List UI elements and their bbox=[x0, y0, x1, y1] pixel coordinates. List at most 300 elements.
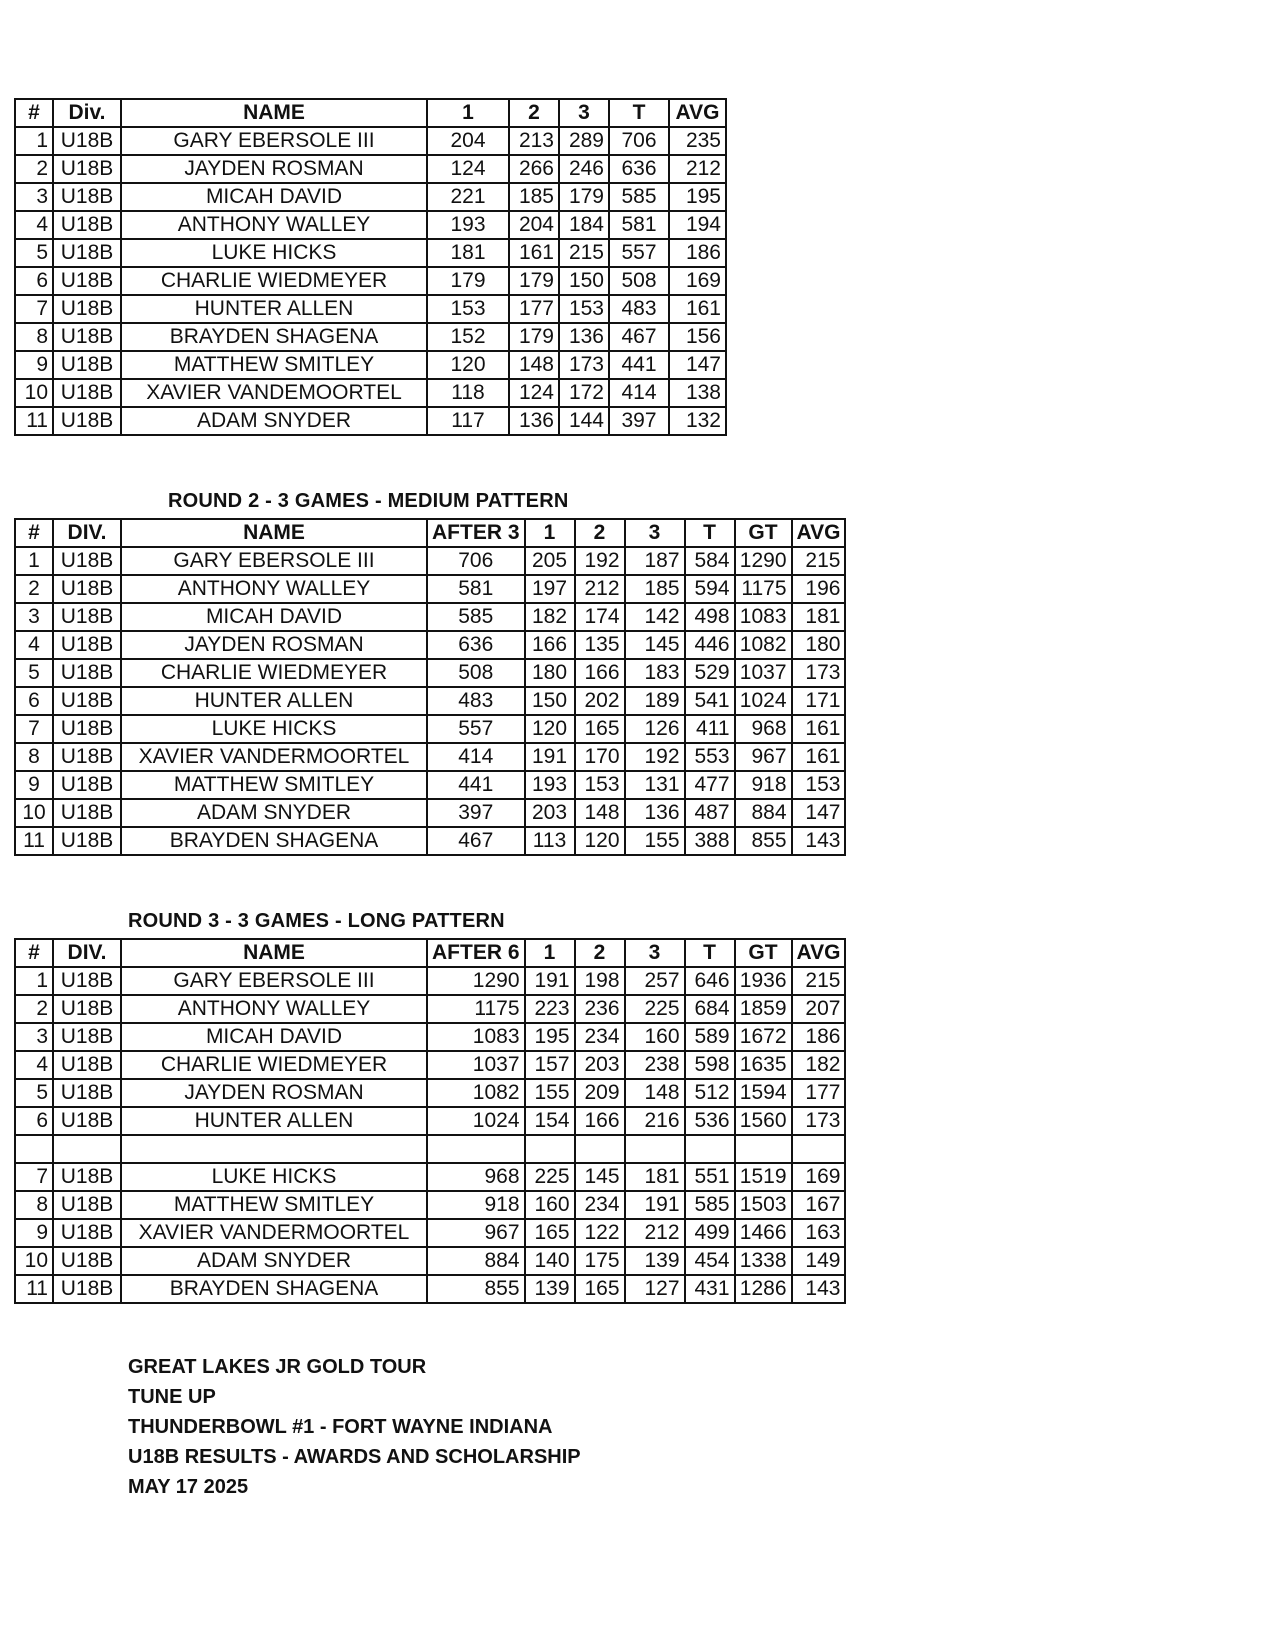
empty-cell bbox=[53, 1135, 121, 1163]
table-cell: 477 bbox=[685, 771, 735, 799]
table-cell: 216 bbox=[625, 1107, 685, 1135]
table-cell: 127 bbox=[625, 1275, 685, 1303]
table-cell: XAVIER VANDERMOORTEL bbox=[121, 1219, 427, 1247]
table-cell: 179 bbox=[509, 267, 559, 295]
table-cell: 207 bbox=[792, 995, 846, 1023]
table-cell: U18B bbox=[53, 211, 121, 239]
table-cell: 1037 bbox=[427, 1051, 525, 1079]
table-cell: 4 bbox=[15, 631, 53, 659]
table-cell: U18B bbox=[53, 995, 121, 1023]
table-cell: 131 bbox=[625, 771, 685, 799]
column-header: AVG bbox=[792, 939, 846, 967]
table-cell: 234 bbox=[575, 1191, 625, 1219]
table-cell: 179 bbox=[559, 183, 609, 211]
table-cell: JAYDEN ROSMAN bbox=[121, 155, 427, 183]
table-cell: 1082 bbox=[427, 1079, 525, 1107]
column-header: AFTER 3 bbox=[427, 519, 525, 547]
table-cell: 483 bbox=[427, 687, 525, 715]
table-cell: 5 bbox=[15, 1079, 53, 1107]
table-cell: 147 bbox=[669, 351, 726, 379]
table-cell: 144 bbox=[559, 407, 609, 435]
column-header: 2 bbox=[509, 99, 559, 127]
table-cell: 138 bbox=[669, 379, 726, 407]
table-cell: 1519 bbox=[735, 1163, 792, 1191]
table-cell: 3 bbox=[15, 1023, 53, 1051]
table-cell: ADAM SNYDER bbox=[121, 1247, 427, 1275]
table-row bbox=[15, 1191, 845, 1219]
table-row bbox=[15, 351, 726, 379]
table-cell: 122 bbox=[575, 1219, 625, 1247]
table-cell: U18B bbox=[53, 715, 121, 743]
table-cell: 636 bbox=[427, 631, 525, 659]
table-row bbox=[15, 547, 845, 575]
table-cell: U18B bbox=[53, 631, 121, 659]
table-cell: 11 bbox=[15, 1275, 53, 1303]
table-cell: 135 bbox=[575, 631, 625, 659]
table-cell: U18B bbox=[53, 127, 121, 155]
table-cell: 117 bbox=[427, 407, 509, 435]
table-cell: 1503 bbox=[735, 1191, 792, 1219]
table-cell: 179 bbox=[509, 323, 559, 351]
table-row bbox=[15, 379, 726, 407]
table-cell: 236 bbox=[575, 995, 625, 1023]
table-cell: MATTHEW SMITLEY bbox=[121, 771, 427, 799]
table-cell: 136 bbox=[509, 407, 559, 435]
table-cell: 1936 bbox=[735, 967, 792, 995]
table-cell: 498 bbox=[685, 603, 735, 631]
table-cell: 215 bbox=[792, 967, 846, 995]
empty-cell bbox=[625, 1135, 685, 1163]
round3-body bbox=[15, 967, 845, 1303]
table-cell: 186 bbox=[792, 1023, 846, 1051]
table-cell: ANTHONY WALLEY bbox=[121, 995, 427, 1023]
table-cell: 235 bbox=[669, 127, 726, 155]
table-cell: GARY EBERSOLE III bbox=[121, 127, 427, 155]
event-location: THUNDERBOWL #1 - FORT WAYNE INDIANA bbox=[128, 1416, 553, 1438]
table-cell: BRAYDEN SHAGENA bbox=[121, 323, 427, 351]
table-row bbox=[15, 575, 845, 603]
table-cell: 195 bbox=[669, 183, 726, 211]
table-row bbox=[15, 1023, 845, 1051]
table-cell: 1 bbox=[15, 547, 53, 575]
table-cell: 148 bbox=[575, 799, 625, 827]
table-cell: 529 bbox=[685, 659, 735, 687]
table-cell: 918 bbox=[735, 771, 792, 799]
table-cell: 152 bbox=[427, 323, 509, 351]
table-cell: 215 bbox=[559, 239, 609, 267]
table-cell: 536 bbox=[685, 1107, 735, 1135]
table-cell: 7 bbox=[15, 1163, 53, 1191]
table-row bbox=[15, 407, 726, 435]
table-cell: 467 bbox=[427, 827, 525, 855]
table-cell: 161 bbox=[792, 715, 846, 743]
table-cell: 225 bbox=[525, 1163, 575, 1191]
table-cell: 855 bbox=[427, 1275, 525, 1303]
table-cell: 175 bbox=[575, 1247, 625, 1275]
table-cell: BRAYDEN SHAGENA bbox=[121, 1275, 427, 1303]
column-header: DIV. bbox=[53, 939, 121, 967]
table-cell: 1024 bbox=[427, 1107, 525, 1135]
table-cell: 136 bbox=[625, 799, 685, 827]
table-cell: 585 bbox=[685, 1191, 735, 1219]
round3-header-row bbox=[15, 939, 845, 967]
table-row bbox=[15, 827, 845, 855]
table-cell: 174 bbox=[575, 603, 625, 631]
table-cell: 150 bbox=[559, 267, 609, 295]
table-cell: U18B bbox=[53, 1051, 121, 1079]
table-cell: 179 bbox=[427, 267, 509, 295]
table-cell: 246 bbox=[559, 155, 609, 183]
table-cell: 1635 bbox=[735, 1051, 792, 1079]
table-cell: 5 bbox=[15, 239, 53, 267]
table-cell: U18B bbox=[53, 1079, 121, 1107]
table-cell: 191 bbox=[625, 1191, 685, 1219]
table-row bbox=[15, 211, 726, 239]
table-cell: 1083 bbox=[735, 603, 792, 631]
table-row bbox=[15, 659, 845, 687]
table-cell: 205 bbox=[525, 547, 575, 575]
column-header: 2 bbox=[575, 939, 625, 967]
table-cell: 4 bbox=[15, 211, 53, 239]
table-row bbox=[15, 743, 845, 771]
round1-body bbox=[15, 127, 726, 435]
table-row bbox=[15, 1247, 845, 1275]
table-cell: 140 bbox=[525, 1247, 575, 1275]
table-cell: 155 bbox=[625, 827, 685, 855]
event-date: MAY 17 2025 bbox=[128, 1476, 249, 1498]
table-cell: 598 bbox=[685, 1051, 735, 1079]
table-cell: 2 bbox=[15, 155, 53, 183]
table-cell: 1 bbox=[15, 127, 53, 155]
table-cell: MICAH DAVID bbox=[121, 603, 427, 631]
table-cell: 165 bbox=[575, 715, 625, 743]
table-cell: 8 bbox=[15, 323, 53, 351]
empty-cell bbox=[427, 1135, 525, 1163]
table-cell: 173 bbox=[792, 1107, 846, 1135]
event-results-title: U18B RESULTS - AWARDS AND SCHOLARSHIP bbox=[128, 1446, 581, 1468]
table-cell: 884 bbox=[427, 1247, 525, 1275]
table-row bbox=[15, 323, 726, 351]
table-row bbox=[15, 687, 845, 715]
table-cell: GARY EBERSOLE III bbox=[121, 967, 427, 995]
table-cell: 191 bbox=[525, 743, 575, 771]
table-cell: 184 bbox=[559, 211, 609, 239]
table-row bbox=[15, 127, 726, 155]
table-cell: 1672 bbox=[735, 1023, 792, 1051]
table-cell: 120 bbox=[575, 827, 625, 855]
table-cell: 154 bbox=[525, 1107, 575, 1135]
table-cell: 183 bbox=[625, 659, 685, 687]
table-cell: 181 bbox=[625, 1163, 685, 1191]
table-cell: 198 bbox=[575, 967, 625, 995]
table-cell: ANTHONY WALLEY bbox=[121, 575, 427, 603]
table-cell: 918 bbox=[427, 1191, 525, 1219]
table-cell: 9 bbox=[15, 351, 53, 379]
table-cell: 177 bbox=[792, 1079, 846, 1107]
column-header: 3 bbox=[625, 519, 685, 547]
table-cell: U18B bbox=[53, 575, 121, 603]
table-cell: 1083 bbox=[427, 1023, 525, 1051]
table-cell: 145 bbox=[575, 1163, 625, 1191]
table-cell: 6 bbox=[15, 267, 53, 295]
event-type: TUNE UP bbox=[128, 1386, 216, 1408]
table-cell: 157 bbox=[525, 1051, 575, 1079]
table-cell: 11 bbox=[15, 827, 53, 855]
table-cell: 139 bbox=[525, 1275, 575, 1303]
table-cell: U18B bbox=[53, 1191, 121, 1219]
column-header: # bbox=[15, 99, 53, 127]
table-cell: 148 bbox=[509, 351, 559, 379]
column-header: 1 bbox=[525, 519, 575, 547]
table-cell: 145 bbox=[625, 631, 685, 659]
empty-cell bbox=[525, 1135, 575, 1163]
table-cell: 156 bbox=[669, 323, 726, 351]
table-cell: MATTHEW SMITLEY bbox=[121, 351, 427, 379]
table-cell: 557 bbox=[427, 715, 525, 743]
table-cell: CHARLIE WIEDMEYER bbox=[121, 267, 427, 295]
table-cell: U18B bbox=[53, 1163, 121, 1191]
table-cell: 581 bbox=[609, 211, 669, 239]
table-cell: 594 bbox=[685, 575, 735, 603]
table-cell: 1175 bbox=[735, 575, 792, 603]
table-cell: 212 bbox=[575, 575, 625, 603]
table-cell: 172 bbox=[559, 379, 609, 407]
table-cell: 132 bbox=[669, 407, 726, 435]
table-row bbox=[15, 799, 845, 827]
table-cell: 181 bbox=[427, 239, 509, 267]
table-cell: 441 bbox=[427, 771, 525, 799]
table-cell: 487 bbox=[685, 799, 735, 827]
table-cell: 161 bbox=[792, 743, 846, 771]
empty-cell bbox=[15, 1135, 53, 1163]
table-row bbox=[15, 267, 726, 295]
table-cell: 204 bbox=[509, 211, 559, 239]
table-cell: U18B bbox=[53, 687, 121, 715]
table-row bbox=[15, 239, 726, 267]
table-cell: 388 bbox=[685, 827, 735, 855]
table-cell: 11 bbox=[15, 407, 53, 435]
table-cell: 1290 bbox=[735, 547, 792, 575]
table-row bbox=[15, 1079, 845, 1107]
table-cell: 202 bbox=[575, 687, 625, 715]
table-cell: 884 bbox=[735, 799, 792, 827]
column-header: T bbox=[609, 99, 669, 127]
round1-header-row bbox=[15, 99, 726, 127]
table-cell: U18B bbox=[53, 827, 121, 855]
table-cell: 684 bbox=[685, 995, 735, 1023]
table-cell: 166 bbox=[525, 631, 575, 659]
table-cell: 289 bbox=[559, 127, 609, 155]
table-cell: 414 bbox=[427, 743, 525, 771]
table-cell: 397 bbox=[427, 799, 525, 827]
table-cell: 541 bbox=[685, 687, 735, 715]
column-header: 1 bbox=[427, 99, 509, 127]
table-cell: 171 bbox=[792, 687, 846, 715]
table-cell: 194 bbox=[669, 211, 726, 239]
empty-cell bbox=[685, 1135, 735, 1163]
table-cell: 10 bbox=[15, 799, 53, 827]
table-cell: 646 bbox=[685, 967, 735, 995]
table-cell: 209 bbox=[575, 1079, 625, 1107]
table-cell: 1466 bbox=[735, 1219, 792, 1247]
column-header: 3 bbox=[559, 99, 609, 127]
table-cell: 192 bbox=[575, 547, 625, 575]
table-cell: 143 bbox=[792, 1275, 846, 1303]
table-cell: 483 bbox=[609, 295, 669, 323]
table-cell: U18B bbox=[53, 967, 121, 995]
table-cell: U18B bbox=[53, 379, 121, 407]
table-cell: 553 bbox=[685, 743, 735, 771]
table-cell: 173 bbox=[792, 659, 846, 687]
table-cell: 213 bbox=[509, 127, 559, 155]
column-header: NAME bbox=[121, 99, 427, 127]
table-cell: 1082 bbox=[735, 631, 792, 659]
round2-table bbox=[14, 518, 846, 856]
table-cell: U18B bbox=[53, 351, 121, 379]
table-cell: 124 bbox=[427, 155, 509, 183]
table-cell: 557 bbox=[609, 239, 669, 267]
table-cell: 1175 bbox=[427, 995, 525, 1023]
table-cell: 148 bbox=[625, 1079, 685, 1107]
table-cell: 585 bbox=[609, 183, 669, 211]
table-cell: 177 bbox=[509, 295, 559, 323]
table-cell: 968 bbox=[427, 1163, 525, 1191]
table-cell: 499 bbox=[685, 1219, 735, 1247]
table-cell: XAVIER VANDEMOORTEL bbox=[121, 379, 427, 407]
table-cell: 8 bbox=[15, 1191, 53, 1219]
table-cell: 149 bbox=[792, 1247, 846, 1275]
table-cell: 212 bbox=[625, 1219, 685, 1247]
table-cell: 967 bbox=[735, 743, 792, 771]
table-cell: U18B bbox=[53, 659, 121, 687]
table-cell: 1560 bbox=[735, 1107, 792, 1135]
table-cell: U18B bbox=[53, 1107, 121, 1135]
table-cell: 414 bbox=[609, 379, 669, 407]
table-cell: 7 bbox=[15, 295, 53, 323]
column-header: AFTER 6 bbox=[427, 939, 525, 967]
table-cell: 180 bbox=[525, 659, 575, 687]
table-cell: 160 bbox=[625, 1023, 685, 1051]
table-cell: 197 bbox=[525, 575, 575, 603]
round2-body bbox=[15, 547, 845, 855]
column-header: # bbox=[15, 939, 53, 967]
table-cell: 441 bbox=[609, 351, 669, 379]
table-row bbox=[15, 1051, 845, 1079]
table-row bbox=[15, 1163, 845, 1191]
table-cell: 706 bbox=[427, 547, 525, 575]
table-cell: 3 bbox=[15, 603, 53, 631]
table-cell: 855 bbox=[735, 827, 792, 855]
table-cell: LUKE HICKS bbox=[121, 1163, 427, 1191]
table-cell: 266 bbox=[509, 155, 559, 183]
table-cell: 189 bbox=[625, 687, 685, 715]
table-cell: 10 bbox=[15, 379, 53, 407]
table-cell: MICAH DAVID bbox=[121, 1023, 427, 1051]
table-cell: 454 bbox=[685, 1247, 735, 1275]
table-cell: JAYDEN ROSMAN bbox=[121, 631, 427, 659]
table-cell: 636 bbox=[609, 155, 669, 183]
table-cell: 446 bbox=[685, 631, 735, 659]
column-header: NAME bbox=[121, 939, 427, 967]
table-cell: 182 bbox=[792, 1051, 846, 1079]
table-cell: U18B bbox=[53, 407, 121, 435]
table-cell: 153 bbox=[792, 771, 846, 799]
table-cell: ADAM SNYDER bbox=[121, 799, 427, 827]
table-cell: 5 bbox=[15, 659, 53, 687]
table-cell: U18B bbox=[53, 603, 121, 631]
table-cell: 193 bbox=[525, 771, 575, 799]
table-cell: 1024 bbox=[735, 687, 792, 715]
table-cell: 7 bbox=[15, 715, 53, 743]
table-cell: 165 bbox=[525, 1219, 575, 1247]
table-row bbox=[15, 183, 726, 211]
table-cell: 186 bbox=[669, 239, 726, 267]
table-cell: 1 bbox=[15, 967, 53, 995]
table-cell: 153 bbox=[427, 295, 509, 323]
table-cell: 1290 bbox=[427, 967, 525, 995]
table-cell: 1859 bbox=[735, 995, 792, 1023]
table-cell: 173 bbox=[559, 351, 609, 379]
table-cell: 150 bbox=[525, 687, 575, 715]
table-cell: 166 bbox=[575, 659, 625, 687]
column-header: T bbox=[685, 519, 735, 547]
table-cell: 968 bbox=[735, 715, 792, 743]
table-row bbox=[15, 603, 845, 631]
table-cell: 397 bbox=[609, 407, 669, 435]
table-cell: 225 bbox=[625, 995, 685, 1023]
table-cell: 166 bbox=[575, 1107, 625, 1135]
table-cell: 155 bbox=[525, 1079, 575, 1107]
table-cell: U18B bbox=[53, 799, 121, 827]
table-cell: MATTHEW SMITLEY bbox=[121, 1191, 427, 1219]
column-header: NAME bbox=[121, 519, 427, 547]
table-cell: HUNTER ALLEN bbox=[121, 1107, 427, 1135]
table-row bbox=[15, 771, 845, 799]
column-header: DIV. bbox=[53, 519, 121, 547]
table-cell: U18B bbox=[53, 1219, 121, 1247]
table-cell: BRAYDEN SHAGENA bbox=[121, 827, 427, 855]
table-cell: 153 bbox=[559, 295, 609, 323]
table-cell: 1286 bbox=[735, 1275, 792, 1303]
table-cell: MICAH DAVID bbox=[121, 183, 427, 211]
table-cell: 585 bbox=[427, 603, 525, 631]
table-row bbox=[15, 631, 845, 659]
table-cell: 551 bbox=[685, 1163, 735, 1191]
table-cell: 508 bbox=[427, 659, 525, 687]
table-cell: LUKE HICKS bbox=[121, 239, 427, 267]
table-cell: 139 bbox=[625, 1247, 685, 1275]
table-row bbox=[15, 1275, 845, 1303]
table-cell: 124 bbox=[509, 379, 559, 407]
empty-cell bbox=[735, 1135, 792, 1163]
table-cell: U18B bbox=[53, 547, 121, 575]
empty-cell bbox=[121, 1135, 427, 1163]
table-cell: 1037 bbox=[735, 659, 792, 687]
table-cell: 212 bbox=[669, 155, 726, 183]
table-cell: 223 bbox=[525, 995, 575, 1023]
table-cell: 143 bbox=[792, 827, 846, 855]
table-cell: 967 bbox=[427, 1219, 525, 1247]
empty-cell bbox=[575, 1135, 625, 1163]
table-cell: GARY EBERSOLE III bbox=[121, 547, 427, 575]
table-cell: 167 bbox=[792, 1191, 846, 1219]
table-cell: 187 bbox=[625, 547, 685, 575]
table-cell: U18B bbox=[53, 239, 121, 267]
table-cell: U18B bbox=[53, 267, 121, 295]
table-cell: 120 bbox=[427, 351, 509, 379]
column-header: GT bbox=[735, 519, 792, 547]
column-header: AVG bbox=[669, 99, 726, 127]
